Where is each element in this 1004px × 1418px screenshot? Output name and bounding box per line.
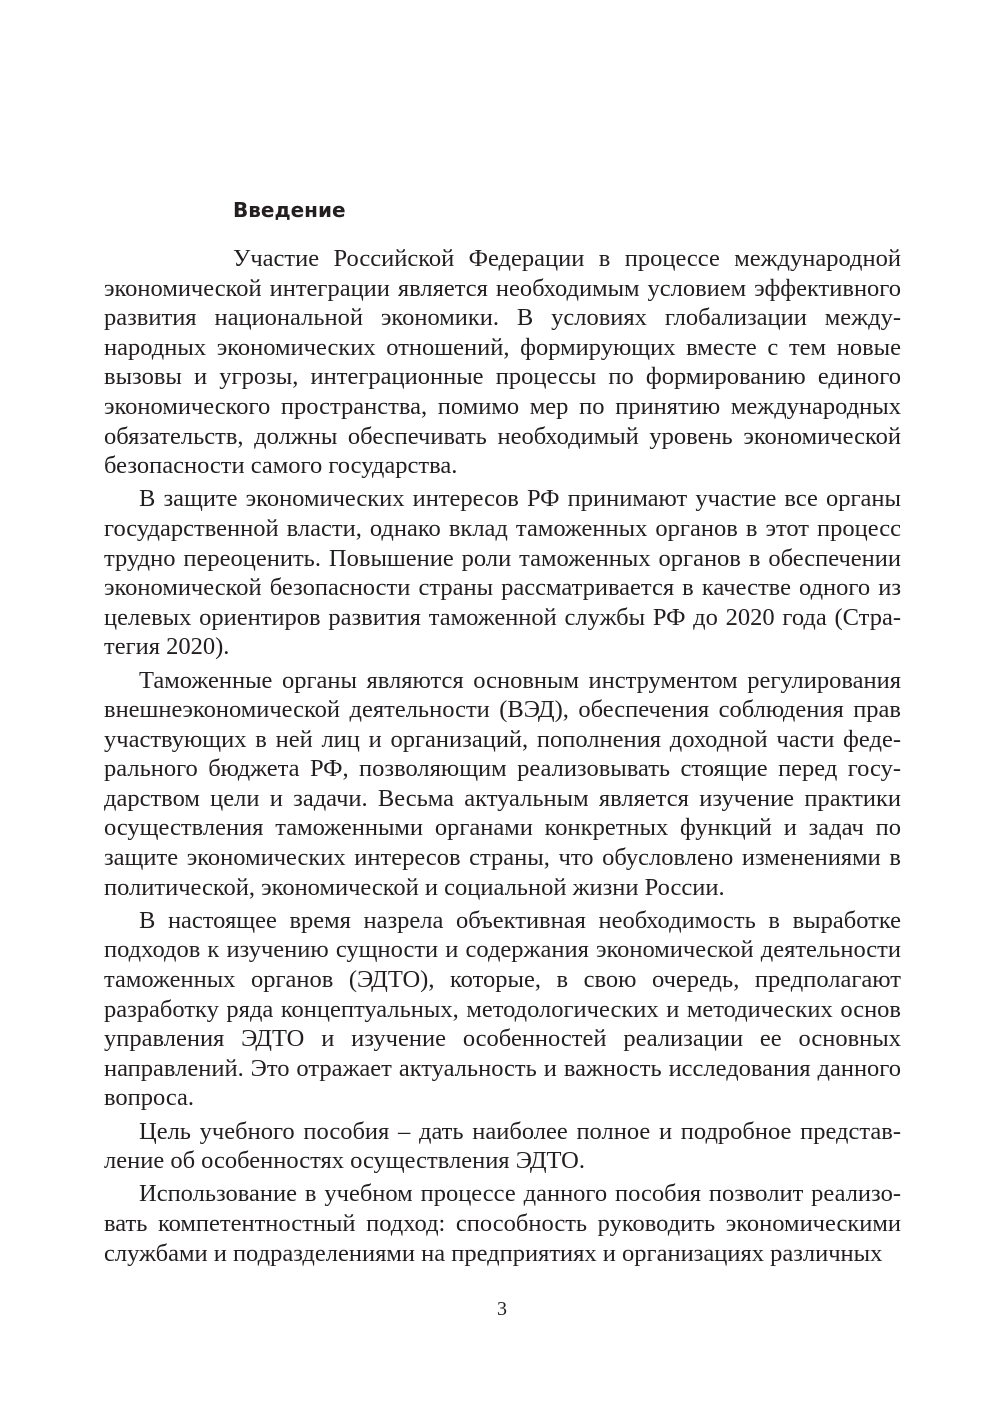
- paragraph: В защите экономических интересов РФ принимают участие все органы государственной власти, однако вклад таможенных органов в этот процесс трудно переоценить. Повышение роли таможенных органов в обеспечении экономической безопасности страны рассматривается в качестве одного из целевых ориентиров развития таможенной службы РФ до 2020 года (Стратегия 2020).: [104, 485, 901, 661]
- section-heading: Введение: [233, 198, 346, 222]
- paragraph: Цель учебного пособия – дать наиболее полное и подробное представление об особенностях осуществления ЭДТО.: [104, 1117, 901, 1175]
- body-text: [104, 244, 901, 1272]
- page-number: 3: [497, 1298, 507, 1320]
- paragraph: В настоящее время назрела объективная необходимость в выработке подходов к изучению сущности и содержания экономической деятельности таможенных органов (ЭДТО), которые, в свою очередь, предполагают разработку ряда концептуальных, методологических и методических основ управления ЭДТО и изучение особенностей реализации ее основных направлений. Это отражает актуальность и важность исследования данного вопроса.: [104, 906, 901, 1112]
- paragraph: Участие Российской Федерации в процессе международной экономической интеграции является необходимым условием эффективного развития национальной экономики. В условиях глобализации международных экономических отношений, формирующих вместе с тем новые вызовы и угрозы, интеграционные процессы по формированию единого экономического пространства, помимо мер по принятию международных обязательств, должны обеспечивать необходимый уровень экономической безопасности самого государства.: [104, 245, 901, 480]
- paragraph: Использование в учебном процессе данного пособия позволит реализовать компетентностный подход: способность руководить экономическими службами и подразделениями на предприятиях и организациях различных: [104, 1180, 901, 1267]
- paragraph: Таможенные органы являются основным инструментом регулирования внешнеэкономической деятельности (ВЭД), обеспечения соблюдения прав участвующих в ней лиц и организаций, пополнения доходной части федерального бюджета РФ, позволяющим реализовывать стоящие перед государством цели и задачи. Весьма актуальным является изучение практики осуществления таможенными органами конкретных функций и задач по защите экономических интересов страны, что обусловлено изменениями в политической, экономической и социальной жизни России.: [104, 666, 901, 901]
